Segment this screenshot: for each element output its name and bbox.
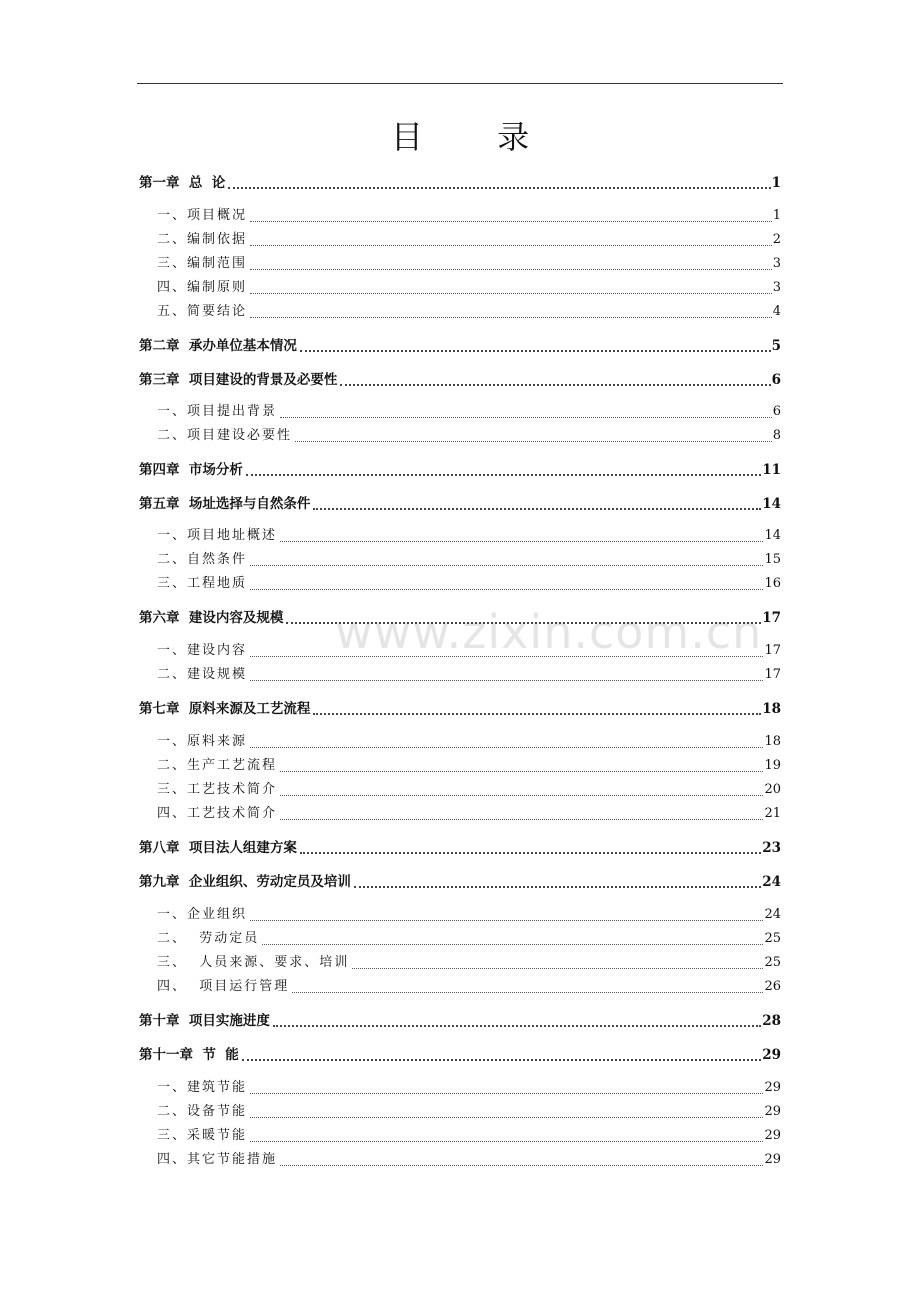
toc-entry-section[interactable]	[157, 928, 781, 948]
header-rule	[137, 83, 783, 84]
toc-entry-page-number: 18	[764, 734, 781, 749]
toc-entry-label: 第八章 项目法人组建方案	[139, 840, 297, 856]
toc-entry-label: 第四章 市场分析	[139, 462, 243, 478]
dot-leader	[313, 699, 761, 715]
toc-entry-label: 四、编制原则	[157, 280, 248, 295]
toc-entry-label: 三、编制范围	[157, 256, 248, 271]
dot-leader	[352, 954, 763, 969]
toc-entry-page-number: 29	[764, 1104, 781, 1119]
toc-entry-page-number: 14	[764, 528, 781, 543]
toc-entry-label: 第十一章 节 能	[139, 1047, 239, 1063]
dot-leader	[250, 575, 763, 590]
toc-entry-label: 三、采暖节能	[157, 1128, 248, 1143]
toc-entry-page-number: 26	[764, 979, 781, 994]
dot-leader	[354, 872, 761, 888]
toc-entry-page-number: 24	[764, 907, 781, 922]
toc-entry-page-number: 6	[771, 372, 781, 388]
dot-leader	[300, 336, 771, 352]
toc-entry-section[interactable]	[157, 952, 781, 972]
dot-leader	[250, 1079, 763, 1094]
dot-leader	[246, 460, 761, 476]
dot-leader	[280, 757, 763, 772]
toc-entry-section[interactable]	[157, 1101, 781, 1121]
toc-entry-page-number: 11	[762, 462, 781, 478]
dot-leader	[250, 1127, 763, 1142]
toc-entry-chapter[interactable]	[139, 369, 781, 389]
toc-entry-label: 三、工艺技术简介	[157, 782, 278, 797]
toc-entry-label: 三、工程地质	[157, 576, 248, 591]
toc-entry-label: 五、简要结论	[157, 304, 248, 319]
dot-leader	[262, 930, 763, 945]
toc-entry-section[interactable]	[157, 803, 781, 823]
toc-entry-label: 一、建设内容	[157, 643, 248, 658]
toc-entry-section[interactable]	[157, 525, 781, 545]
toc-entry-label: 二、项目建设必要性	[157, 428, 293, 443]
toc-entry-section[interactable]	[157, 731, 781, 751]
dot-leader	[250, 207, 772, 222]
toc-entry-label: 第二章 承办单位基本情况	[139, 338, 297, 354]
toc-entry-page-number: 25	[764, 931, 781, 946]
toc-entry-label: 四、 项目运行管理	[157, 979, 290, 994]
toc-entry-label: 二、设备节能	[157, 1104, 248, 1119]
toc-entry-section[interactable]	[157, 425, 781, 445]
toc-entry-chapter[interactable]	[139, 493, 781, 513]
toc-entry-label: 二、自然条件	[157, 552, 248, 567]
dot-leader	[280, 527, 763, 542]
toc-entry-chapter[interactable]	[139, 1010, 781, 1030]
toc-entry-label: 一、项目地址概述	[157, 528, 278, 543]
toc-entry-page-number: 29	[762, 1047, 781, 1063]
toc-entry-chapter[interactable]	[139, 837, 781, 857]
dot-leader	[250, 231, 772, 246]
dot-leader	[250, 255, 772, 270]
toc-entry-page-number: 2	[772, 232, 781, 247]
toc-entry-label: 第十章 项目实施进度	[139, 1013, 270, 1029]
toc-entry-page-number: 29	[764, 1080, 781, 1095]
dot-leader	[242, 1045, 761, 1061]
toc-entry-page-number: 23	[762, 840, 781, 856]
toc-entry-chapter[interactable]	[139, 698, 781, 718]
toc-entry-page-number: 3	[772, 280, 781, 295]
toc-entry-page-number: 15	[764, 552, 781, 567]
dot-leader	[273, 1011, 761, 1027]
dot-leader	[250, 279, 772, 294]
toc-entry-section[interactable]	[157, 779, 781, 799]
toc-entry-section[interactable]	[157, 664, 781, 684]
dot-leader	[292, 978, 763, 993]
dot-leader	[250, 1103, 763, 1118]
toc-entry-page-number: 17	[764, 667, 781, 682]
toc-entry-section[interactable]	[157, 1149, 781, 1169]
toc-entry-section[interactable]	[157, 229, 781, 249]
toc-entry-page-number: 21	[764, 806, 781, 821]
toc-entry-page-number: 5	[771, 338, 781, 354]
toc-entry-page-number: 4	[772, 304, 781, 319]
toc-entry-label: 一、项目概况	[157, 208, 248, 223]
toc-entry-label: 一、建筑节能	[157, 1080, 248, 1095]
toc-entry-page-number: 1	[772, 208, 781, 223]
dot-leader	[300, 838, 761, 854]
dot-leader	[280, 805, 763, 820]
toc-entry-page-number: 18	[762, 701, 781, 717]
dot-leader	[340, 370, 770, 386]
dot-leader	[250, 551, 763, 566]
toc-entry-page-number: 6	[772, 404, 781, 419]
toc-entry-chapter[interactable]	[139, 607, 781, 627]
toc-entry-section[interactable]	[157, 904, 781, 924]
toc-entry-page-number: 17	[764, 643, 781, 658]
toc-entry-chapter[interactable]	[139, 459, 781, 479]
toc-entry-section[interactable]	[157, 755, 781, 775]
toc-entry-section[interactable]	[157, 549, 781, 569]
toc-entry-chapter[interactable]	[139, 335, 781, 355]
toc-entry-label: 第三章 项目建设的背景及必要性	[139, 372, 338, 388]
toc-entry-section[interactable]	[157, 640, 781, 660]
toc-entry-label: 二、编制依据	[157, 232, 248, 247]
toc-entry-label: 二、建设规模	[157, 667, 248, 682]
toc-entry-label: 一、原料来源	[157, 734, 248, 749]
toc-entry-chapter[interactable]	[139, 172, 781, 192]
dot-leader	[286, 608, 761, 624]
toc-entry-label: 第一章 总 论	[139, 175, 226, 191]
toc-entry-section[interactable]	[157, 301, 781, 321]
dot-leader	[250, 303, 772, 318]
page-title: 目 录	[390, 118, 562, 156]
watermark: www.zixin.com.cn	[335, 605, 763, 659]
toc-entry-label: 二、 劳动定员	[157, 931, 260, 946]
toc-entry-page-number: 25	[764, 955, 781, 970]
toc-entry-label: 三、 人员来源、要求、培训	[157, 955, 350, 970]
dot-leader	[228, 173, 770, 189]
toc-entry-section[interactable]	[157, 1077, 781, 1097]
toc-entry-page-number: 8	[772, 428, 781, 443]
toc-entry-section[interactable]	[157, 253, 781, 273]
toc-entry-label: 一、项目提出背景	[157, 404, 278, 419]
toc-entry-chapter[interactable]	[139, 1044, 781, 1064]
toc-entry-page-number: 29	[764, 1152, 781, 1167]
dot-leader	[250, 906, 763, 921]
toc-entry-label: 第九章 企业组织、劳动定员及培训	[139, 874, 351, 890]
toc-entry-section[interactable]	[157, 1125, 781, 1145]
toc-entry-page-number: 29	[764, 1128, 781, 1143]
toc-entry-page-number: 24	[762, 874, 781, 890]
toc-entry-label: 第六章 建设内容及规模	[139, 610, 284, 626]
toc-entry-label: 第五章 场址选择与自然条件	[139, 496, 311, 512]
toc-entry-page-number: 17	[762, 610, 781, 626]
toc-entry-label: 一、企业组织	[157, 907, 248, 922]
toc-entry-page-number: 20	[764, 782, 781, 797]
toc-entry-page-number: 1	[771, 175, 781, 191]
toc-entry-label: 第七章 原料来源及工艺流程	[139, 701, 311, 717]
toc-entry-label: 二、生产工艺流程	[157, 758, 278, 773]
toc-entry-section[interactable]	[157, 205, 781, 225]
toc-entry-page-number: 14	[762, 496, 781, 512]
toc-entry-section[interactable]	[157, 976, 781, 996]
toc-entry-section[interactable]	[157, 401, 781, 421]
dot-leader	[280, 403, 772, 418]
toc-entry-page-number: 19	[764, 758, 781, 773]
dot-leader	[280, 1151, 763, 1166]
toc-entry-section[interactable]	[157, 277, 781, 297]
dot-leader	[250, 733, 763, 748]
toc-entry-section[interactable]	[157, 573, 781, 593]
toc-entry-chapter[interactable]	[139, 871, 781, 891]
dot-leader	[280, 781, 763, 796]
toc-entry-label: 四、工艺技术简介	[157, 806, 278, 821]
dot-leader	[250, 666, 763, 681]
dot-leader	[313, 494, 761, 510]
toc-entry-page-number: 16	[764, 576, 781, 591]
toc-entry-page-number: 3	[772, 256, 781, 271]
dot-leader	[250, 642, 763, 657]
dot-leader	[295, 427, 772, 442]
toc-entry-page-number: 28	[762, 1013, 781, 1029]
toc-entry-label: 四、其它节能措施	[157, 1152, 278, 1167]
